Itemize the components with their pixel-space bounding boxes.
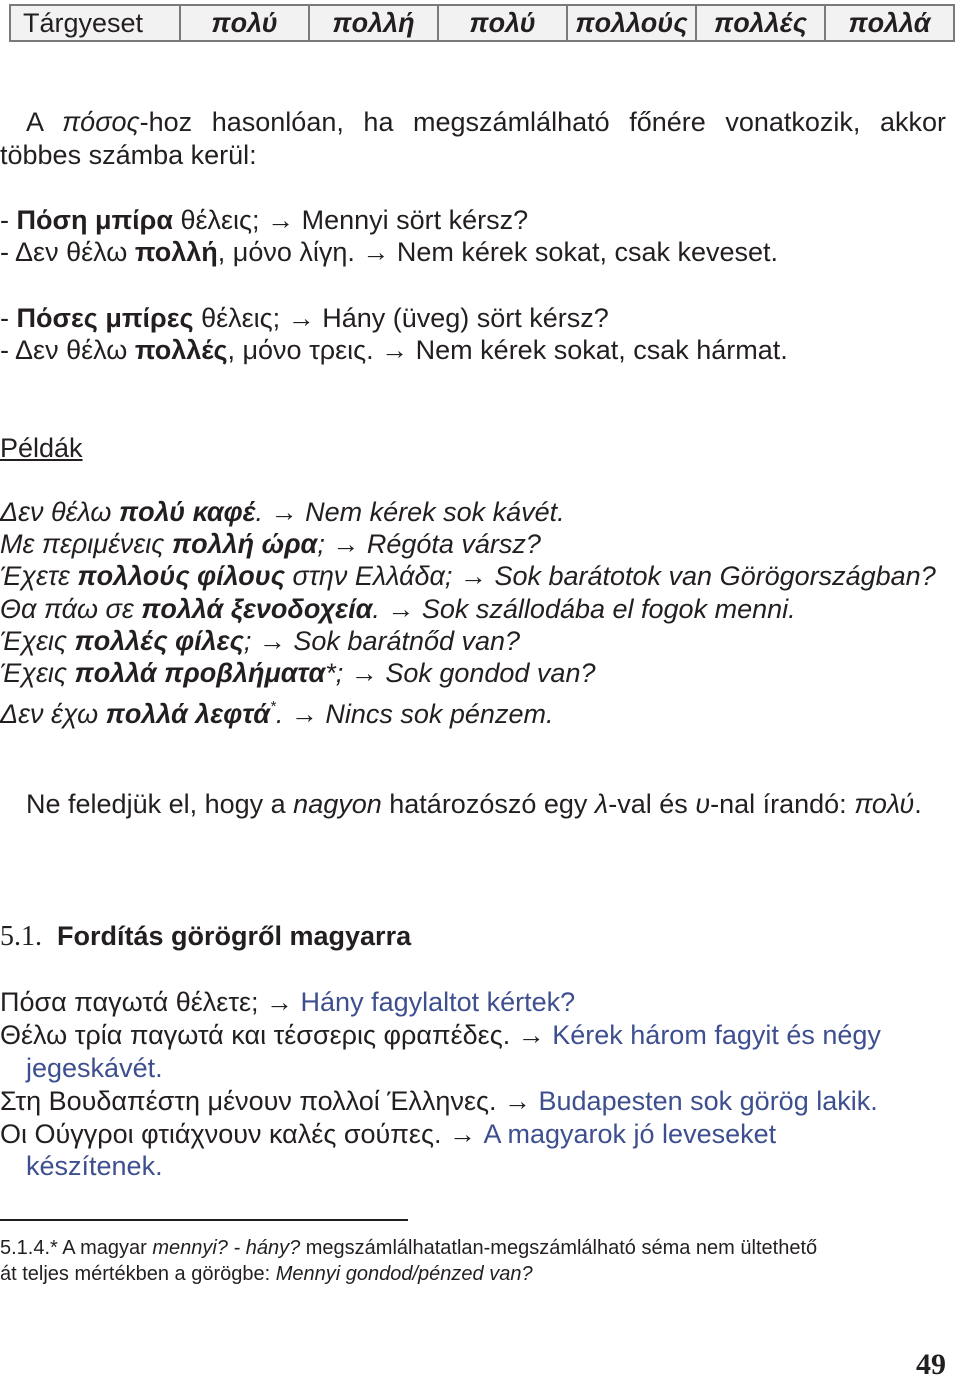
text: -nal írandó: xyxy=(710,789,855,819)
text: . xyxy=(914,789,922,819)
hungarian-text: Nem kérek sok kávét. xyxy=(305,497,565,527)
arrow: → xyxy=(251,626,294,656)
text: Έχετε xyxy=(0,561,78,591)
text: át teljes mértékben a görögbe: xyxy=(0,1263,276,1285)
text: Έχεις xyxy=(0,626,75,656)
exercise-line xyxy=(0,986,575,1019)
arrow: → xyxy=(259,205,302,235)
examples-heading: Példák xyxy=(0,433,83,463)
text: Θα πάω σε xyxy=(0,594,142,624)
hungarian-text: Sok szállodába el fogok menni. xyxy=(421,594,796,624)
greek-text: Οι Ούγγροι φτιάχνουν καλές σούπες. xyxy=(0,1119,442,1149)
example-line xyxy=(0,496,565,529)
hungarian-text: Nincs sok pénzem. xyxy=(325,699,554,729)
intro-paragraph xyxy=(0,106,946,172)
text: 5.1.4.* A magyar xyxy=(0,1237,153,1259)
text: ; xyxy=(243,626,252,656)
hungarian-text: Sok barátotok van Görögországban? xyxy=(494,561,936,591)
text: . xyxy=(255,497,264,527)
answer-continuation: jegeskávét. xyxy=(26,1053,163,1083)
arrow: → xyxy=(496,1086,539,1116)
bold-text: πολλή ώρα xyxy=(171,529,318,559)
italic-text: mennyi? - hány? xyxy=(152,1237,301,1259)
text: Με περιμένεις xyxy=(0,529,172,559)
text: ; xyxy=(317,529,325,559)
arrow: → xyxy=(441,1119,484,1149)
form-cell: πολλή xyxy=(309,5,438,41)
hungarian-text: Régóta vársz? xyxy=(366,529,541,559)
hungarian-text: Nem kérek sokat, csak keveset. xyxy=(396,237,779,267)
intro-posos: πόσος xyxy=(62,107,140,137)
answer-text: Hány fagylaltot kértek? xyxy=(300,987,576,1017)
answer-text: Budapesten sok görög lakik. xyxy=(538,1086,878,1116)
exercise-line xyxy=(0,1019,881,1052)
arrow: → xyxy=(510,1020,553,1050)
hungarian-text: Nem kérek sokat, csak hármat. xyxy=(415,335,788,365)
text: megszámlálhatatlan-megszámlálható séma nem ültethető xyxy=(300,1237,818,1259)
example-line xyxy=(0,690,553,731)
text: θέλεις; xyxy=(193,303,281,333)
section-number: 5.1. xyxy=(0,921,42,952)
hungarian-text: Sok barátnőd van? xyxy=(293,626,521,656)
greek-text: Θέλω τρία παγωτά και τέσσερις φραπέδες. xyxy=(0,1020,511,1050)
bold-text: πολλούς φίλους xyxy=(77,561,286,591)
text: Δεν έχω xyxy=(0,699,106,729)
italic-text: Mennyi gondod/pénzed van? xyxy=(275,1263,533,1285)
intro-text: A xyxy=(26,107,63,137)
form-cell: πολλούς xyxy=(567,5,696,41)
exercise-line xyxy=(0,1085,878,1118)
answer-continuation: készítenek. xyxy=(26,1151,163,1181)
arrow: → xyxy=(258,987,301,1017)
page-number: 49 xyxy=(916,1348,946,1381)
arrow: → xyxy=(343,658,386,688)
hungarian-text: Sok gondod van? xyxy=(385,658,596,688)
section-heading xyxy=(0,920,411,953)
case-label: Tárgyeset xyxy=(10,5,180,41)
bold-text: πολλά λεφτά xyxy=(105,699,270,729)
example-line xyxy=(0,560,936,593)
bold-text: πολύ καφέ xyxy=(118,497,256,527)
italic-text: πολύ xyxy=(854,789,915,819)
table-row xyxy=(10,5,954,41)
dialogue-line xyxy=(0,302,609,335)
text: -val és xyxy=(608,789,696,819)
text: - Δεν θέλω xyxy=(0,335,135,365)
form-cell: πολύ xyxy=(180,5,309,41)
text: - xyxy=(0,205,17,235)
footnote-line xyxy=(0,1261,533,1287)
form-cell: πολλά xyxy=(825,5,954,41)
text: - xyxy=(0,303,17,333)
form-cell: πολλές xyxy=(696,5,825,41)
greek-text: Πόσα παγωτά θέλετε; xyxy=(0,987,259,1017)
example-line xyxy=(0,657,596,690)
section-title: Fordítás görögről magyarra xyxy=(57,921,412,951)
dialogue-line xyxy=(0,334,788,367)
accusative-forms-table xyxy=(9,4,955,42)
text: Δεν θέλω xyxy=(0,497,119,527)
example-line xyxy=(0,593,796,626)
bold-text: Πόση μπίρα xyxy=(16,205,173,235)
arrow: → xyxy=(283,699,326,729)
arrow: → xyxy=(280,303,323,333)
bold-text: πολλή xyxy=(134,237,218,267)
text: , μόνο τρεις. xyxy=(227,335,374,365)
arrow: → xyxy=(379,594,422,624)
greek-text: Στη Βουδαπέστη μένουν πολλοί Έλληνες. xyxy=(0,1086,497,1116)
text: *; xyxy=(325,658,344,688)
arrow: → xyxy=(373,335,416,365)
bold-text: Πόσες μπίρες xyxy=(16,303,194,333)
hungarian-text: Hány (üveg) sört kérsz? xyxy=(322,303,609,333)
bold-text: πολλές xyxy=(134,335,228,365)
answer-text: Kérek három fagyit és négy xyxy=(552,1020,881,1050)
form-cell: πολύ xyxy=(438,5,567,41)
exercise-line xyxy=(0,1118,776,1151)
footnote-line xyxy=(0,1235,817,1261)
italic-text: υ xyxy=(695,789,711,819)
text: θέλεις; xyxy=(172,205,260,235)
intro-text: -hoz hasonlóan, ha megszámlálható főnére vonatkozik, akkor többes számba kerül: xyxy=(0,107,946,170)
italic-text: nagyon xyxy=(293,789,382,819)
text: , μόνο λίγη. xyxy=(217,237,355,267)
italic-text: λ xyxy=(594,789,609,819)
bold-text: πολλές φίλες xyxy=(74,626,244,656)
text: . xyxy=(372,594,380,624)
text: Ne feledjük el, hogy a xyxy=(26,789,294,819)
bold-text: πολλά προβλήματα xyxy=(74,658,326,688)
example-line xyxy=(0,625,520,658)
hungarian-text: Mennyi sört kérsz? xyxy=(301,205,529,235)
note-paragraph xyxy=(0,788,946,821)
text: - Δεν θέλω xyxy=(0,237,135,267)
bold-text: πολλά ξενοδοχεία xyxy=(141,594,373,624)
text: Έχεις xyxy=(0,658,75,688)
arrow: → xyxy=(452,561,495,591)
arrow: → xyxy=(354,237,397,267)
text: határozószó egy xyxy=(381,789,595,819)
dialogue-line xyxy=(0,204,528,237)
text: στην Ελλάδα; xyxy=(285,561,453,591)
text: . xyxy=(275,699,284,729)
footnote-divider xyxy=(0,1219,408,1221)
arrow: → xyxy=(263,497,306,527)
answer-text: A magyarok jó leveseket xyxy=(483,1119,777,1149)
example-line xyxy=(0,528,541,561)
footnote-marker: * xyxy=(269,698,276,715)
arrow: → xyxy=(324,529,367,559)
dialogue-line xyxy=(0,236,778,269)
